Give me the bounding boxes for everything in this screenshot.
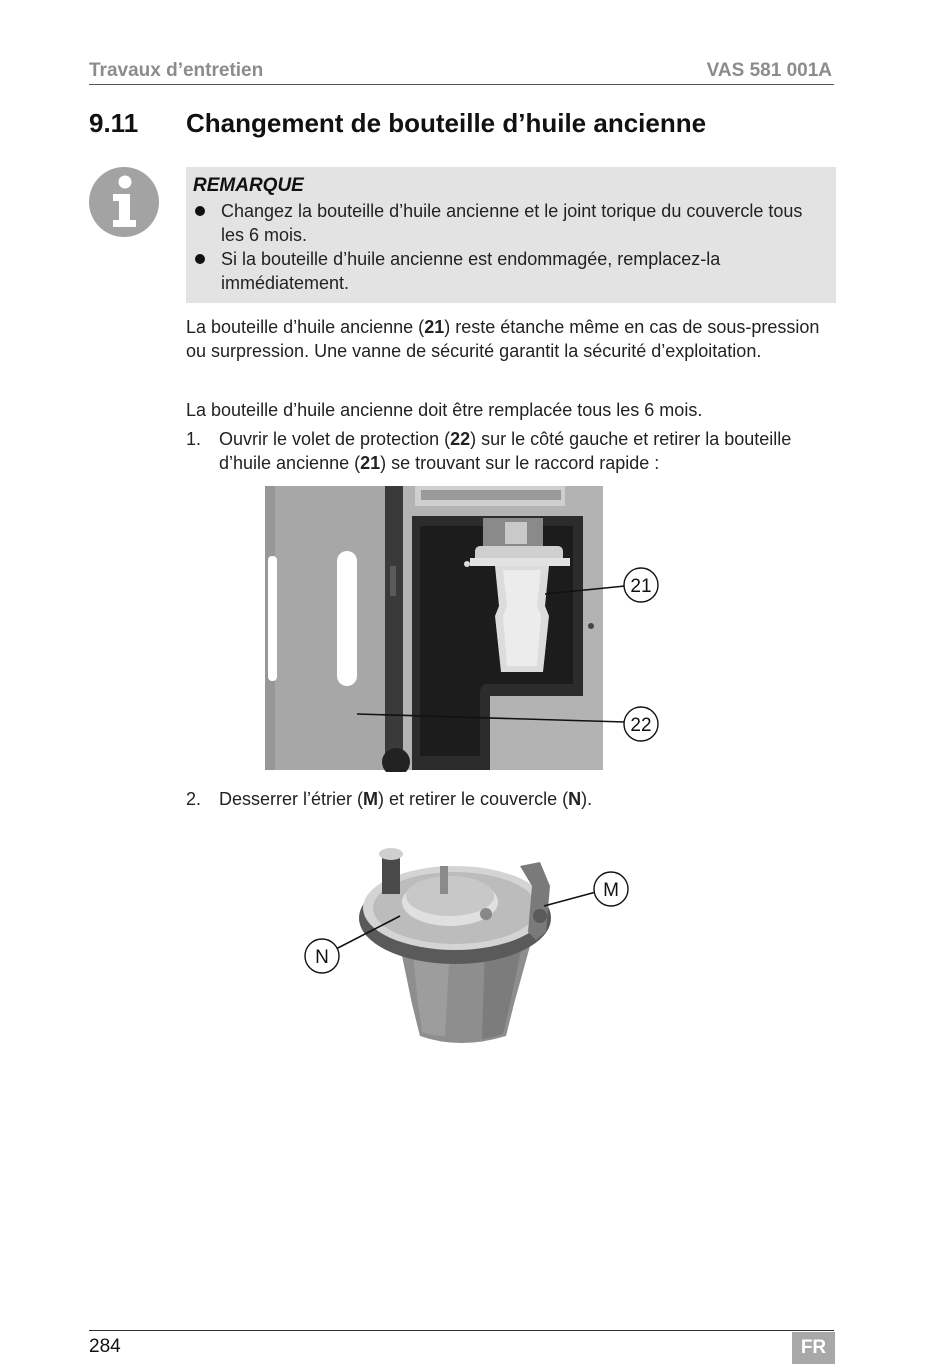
info-icon: [89, 167, 159, 237]
callout-21: 21: [630, 576, 652, 597]
step-text-part: ) sur le côté gauche et retirer la bouteille d’huile ancienne (: [219, 429, 792, 473]
paragraph-2: La bouteille d’huile ancienne doit être remplacée tous les 6 mois.: [186, 400, 703, 420]
running-header-left: Travaux d’entretien: [89, 60, 264, 81]
language-badge: FR: [792, 1332, 835, 1364]
reference-number: M: [363, 789, 379, 809]
paragraph-text: ) reste étanche même en cas de sous-pression ou surpression. Une vanne de sécurité garantit la sécurité d’exploitation.: [186, 317, 820, 361]
note-item: [193, 199, 829, 247]
paragraph-1: [186, 315, 836, 363]
note-title: REMARQUE: [193, 175, 304, 196]
running-header-right: VAS 581 001A: [706, 60, 832, 81]
note-item-text: Changez la bouteille d’huile ancienne et le joint torique du couvercle tous les 6 mois.: [221, 201, 803, 245]
reference-number: N: [568, 789, 582, 809]
step-text-part: ) se trouvant sur le raccord rapide :: [380, 453, 660, 473]
reference-number: 22: [450, 429, 471, 449]
callout-22: 22: [630, 715, 652, 736]
bottle-lid-photo: [300, 836, 640, 1048]
step-text: [219, 787, 829, 811]
step-text-part: ) et retirer le couvercle (: [378, 789, 569, 809]
callout-m: M: [603, 880, 619, 901]
step-text: [219, 427, 829, 475]
paragraph-text: La bouteille d’huile ancienne (: [186, 317, 425, 337]
note-box: [186, 167, 836, 303]
step-number: 2.: [186, 789, 202, 809]
section-number: 9.11: [89, 108, 139, 138]
header-divider: [89, 84, 834, 85]
section-title: Changement de bouteille d’huile ancienne: [186, 108, 707, 138]
page-number: 284: [89, 1336, 121, 1357]
step-text-part: Ouvrir le volet de protection (: [219, 429, 451, 449]
step-text-part: Desserrer l’étrier (: [219, 789, 364, 809]
bullet-icon: [195, 206, 205, 216]
station-photo: [265, 486, 665, 772]
note-list: [193, 199, 829, 295]
reference-number: 21: [424, 317, 445, 337]
footer-divider: [89, 1330, 834, 1331]
reference-number: 21: [360, 453, 381, 473]
step-text-part: ).: [581, 789, 593, 809]
note-item: [193, 247, 829, 295]
callout-n: N: [315, 947, 329, 968]
step-number: 1.: [186, 429, 202, 449]
note-item-text: Si la bouteille d’huile ancienne est endommagée, remplacez-la immédiatement.: [221, 249, 721, 293]
bullet-icon: [195, 254, 205, 264]
